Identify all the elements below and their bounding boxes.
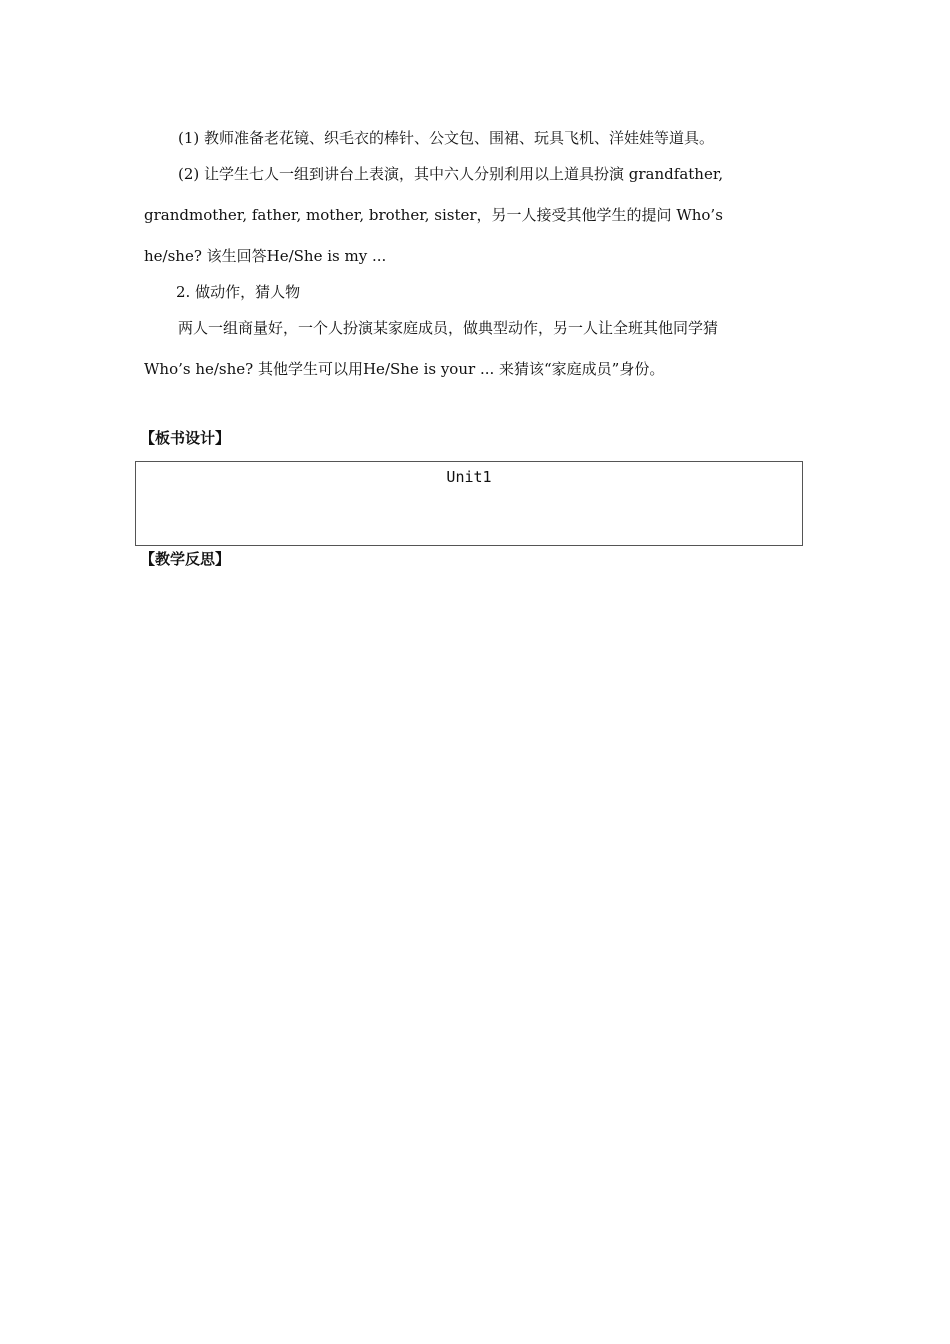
activity-step-1: (1) 教师准备老花镜、织毛衣的棒针、公文包、围裙、玩具飞机、洋娃娃等道具。 <box>178 129 715 147</box>
board-title: Unit1 <box>446 468 492 486</box>
activity-step-2-line-2: grandmother, father, mother, brother, sister，另一人接受其他学生的提问 Who’s <box>144 206 723 224</box>
game-2-line-2: Who’s he/she? 其他学生可以用He/She is your ... 来猜该“家庭成员”身份。 <box>144 360 665 378</box>
game-2-line-1: 两人一组商量好，一个人扮演某家庭成员，做典型动作，另一人让全班其他同学猜 <box>178 319 719 337</box>
activity-step-2-line-1: (2) 让学生七人一组到讲台上表演，其中六人分别利用以上道具扮演 grandfather, <box>178 165 724 183</box>
game-2-title: 2. 做动作，猜人物 <box>176 283 301 301</box>
board-design-heading: 【板书设计】 <box>140 429 231 447</box>
teaching-reflection-heading: 【教学反思】 <box>140 550 231 568</box>
activity-step-2-line-3: he/she? 该生回答He/She is my ... <box>144 247 387 265</box>
board-design-box <box>135 461 803 546</box>
